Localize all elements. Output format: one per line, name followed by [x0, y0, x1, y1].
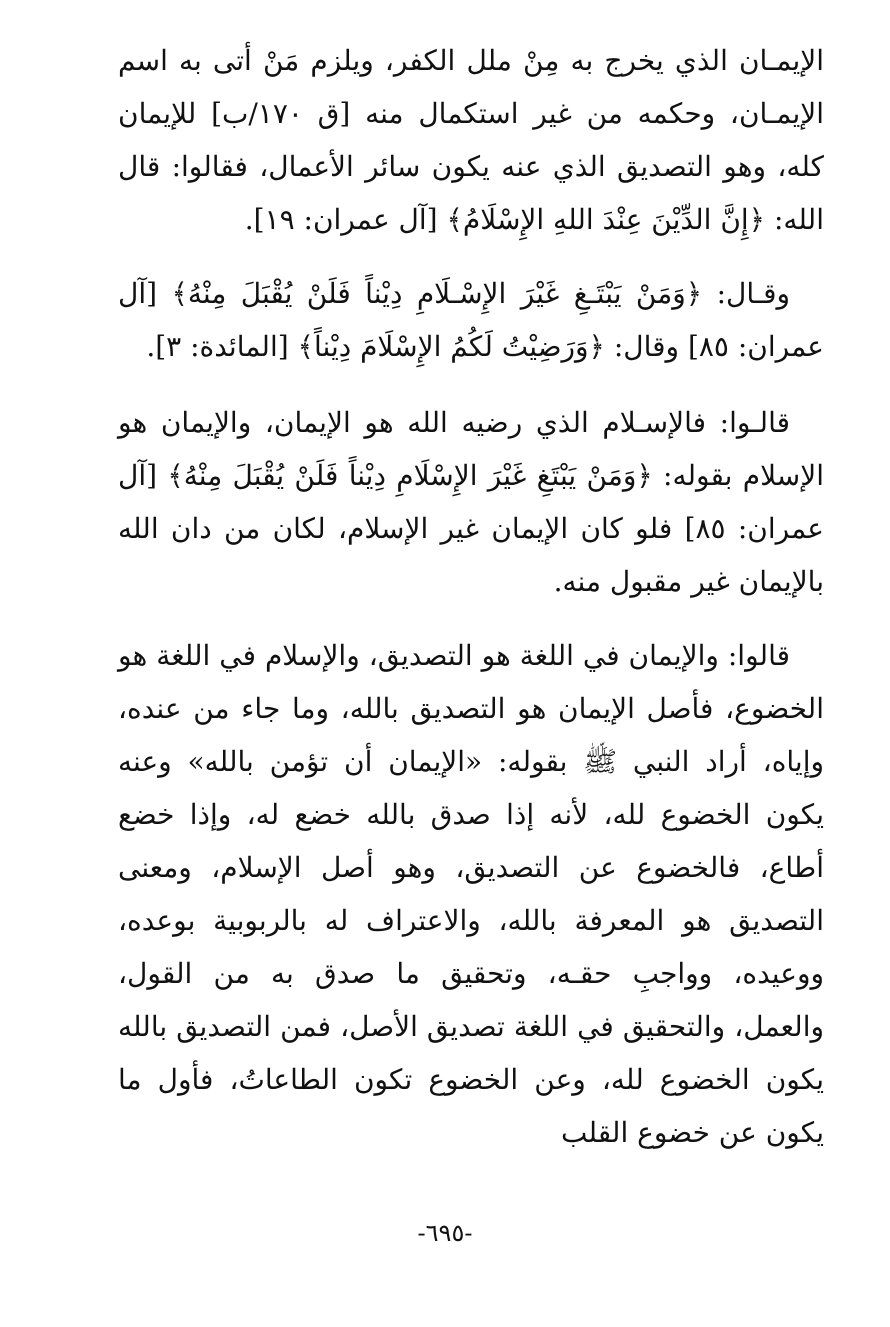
- paragraph-spacer: [118, 373, 824, 396]
- paragraph-4: قالوا: والإيمان في اللغة هو التصديق، والإسلام في اللغة هو الخضوع، فأصل الإيمان هو التصديق بالله، وما جاء من عنده، وإياه، أراد النبي ﷺ بقوله: «الإيمان أن تؤمن بالله» وعنه يكون الخضوع لله، لأنه إذا صدق بالله خضع له، وإذا خضع أطاع، فالخضوع عن التصديق، وهو أصل الإسلام، ومعنى التصديق هو المعرفة بالله، والاعتراف له بالربوبية بوعده، ووعيده، وواجبِ حقـه، وتحقيق ما صدق به من القول، والعمل، والتحقيق في اللغة تصديق الأصل، فمن التصديق بالله يكون الخضوع لله، وعن الخضوع تكون الطاعاتُ، فأول ما يكون عن خضوع القلب: [118, 639, 824, 1149]
- paragraph-3: قالـوا: فالإسـلام الذي رضيه الله هو الإيمان، والإيمان هو الإسلام بقوله: ﴿وَمَنْ يَبْتَغِ غَيْرَ الإِسْلَامِ دِيْناً فَلَنْ يُقْبَلَ مِنْهُ﴾ [آل عمران: ٨٥] فلو كان الإيمان غير الإسلام، لكان من دان الله بالإيمان غير مقبول منه.: [118, 406, 824, 598]
- page-number: -٦٩٥-: [417, 1219, 473, 1247]
- paragraph-2: وقـال: ﴿وَمَنْ يَبْتَـغِ غَيْرَ الإِسْـلَامِ دِيْناً فَلَنْ يُقْبَلَ مِنْهُ﴾ [آل عمران: ٨٥] وقال: ﴿وَرَضِيْتُ لَكُمُ الإِسْلَامَ دِيْناً﴾ [المائدة: ٣].: [118, 277, 824, 363]
- paragraph-spacer: [118, 608, 824, 629]
- paragraph-1: الإيمـان الذي يخرج به مِنْ ملل الكفر، ويلزم مَنْ أتى به اسم الإيمـان، وحكمه من غير استكمال منه [ق ١٧٠/ب] للإيمان كله، وهو التصديق الذي عنه يكون سائر الأعمال، فقالوا: قال الله: ﴿إِنَّ الدِّيْنَ عِنْدَ اللهِ الإِسْلَامُ﴾ [آل عمران: ١٩].: [118, 44, 824, 236]
- paragraph-spacer: [118, 246, 824, 267]
- page-body: [118, 34, 824, 1159]
